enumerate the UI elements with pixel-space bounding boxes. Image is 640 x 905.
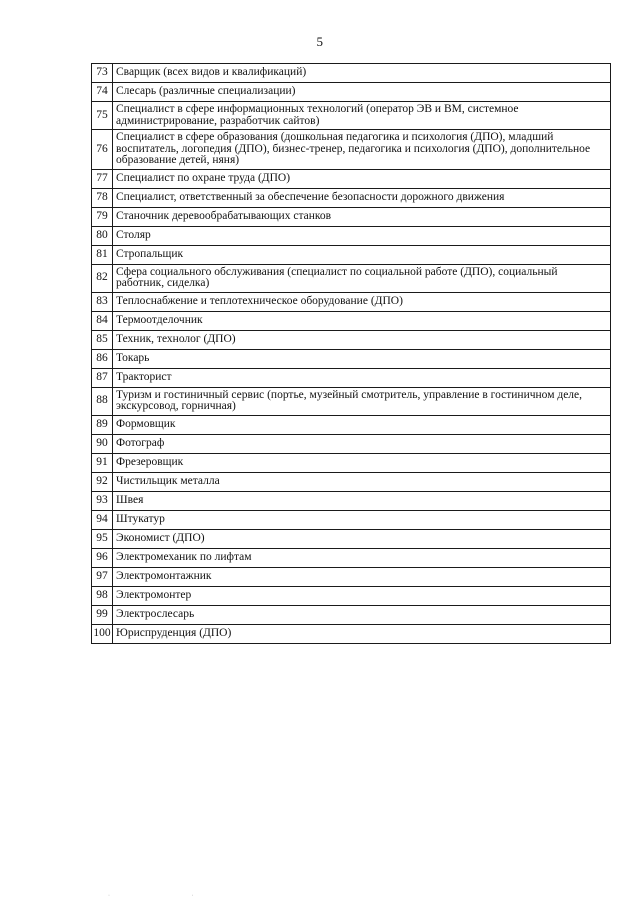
table-row — [92, 510, 611, 529]
row-number: 100 — [92, 624, 113, 643]
row-number: 76 — [92, 130, 113, 170]
row-number: 95 — [92, 529, 113, 548]
row-number: 92 — [92, 472, 113, 491]
occupation-title: Стропальщик — [113, 245, 611, 264]
table-row — [92, 64, 611, 83]
table-row — [92, 226, 611, 245]
table-row — [92, 349, 611, 368]
occupation-title: Электромонтажник — [113, 567, 611, 586]
occupation-title: Фрезеровщик — [113, 453, 611, 472]
occupation-title: Техник, технолог (ДПО) — [113, 330, 611, 349]
table-row — [92, 387, 611, 415]
row-number: 82 — [92, 264, 113, 292]
occupation-title: Сварщик (всех видов и квалификаций) — [113, 64, 611, 83]
row-number: 88 — [92, 387, 113, 415]
table-row — [92, 169, 611, 188]
row-number: 90 — [92, 434, 113, 453]
occupations-table-body — [92, 64, 611, 644]
occupation-title: Чистильщик металла — [113, 472, 611, 491]
table-row — [92, 567, 611, 586]
occupation-title: Электрослесарь — [113, 605, 611, 624]
table-row — [92, 130, 611, 170]
row-number: 86 — [92, 349, 113, 368]
row-number: 94 — [92, 510, 113, 529]
row-number: 97 — [92, 567, 113, 586]
row-number: 75 — [92, 102, 113, 130]
row-number: 73 — [92, 64, 113, 83]
occupation-title: Формовщик — [113, 415, 611, 434]
table-row — [92, 292, 611, 311]
row-number: 83 — [92, 292, 113, 311]
table-row — [92, 586, 611, 605]
table-row — [92, 605, 611, 624]
occupation-title: Туризм и гостиничный сервис (портье, музейный смотритель, управление в гостиничном деле, экскурсовод, горничная) — [113, 387, 611, 415]
table-row — [92, 264, 611, 292]
occupation-title: Сфера социального обслуживания (специалист по социальной работе (ДПО), социальный работник, сиделка) — [113, 264, 611, 292]
occupation-title: Слесарь (различные специализации) — [113, 83, 611, 102]
row-number: 98 — [92, 586, 113, 605]
row-number: 80 — [92, 226, 113, 245]
table-row — [92, 453, 611, 472]
occupation-title: Электромонтер — [113, 586, 611, 605]
occupation-title: Термоотделочник — [113, 311, 611, 330]
occupation-title: Штукатур — [113, 510, 611, 529]
row-number: 96 — [92, 548, 113, 567]
occupation-title: Станочник деревообрабатывающих станков — [113, 207, 611, 226]
table-row — [92, 415, 611, 434]
table-row — [92, 102, 611, 130]
occupation-title: Специалист в сфере информационных технологий (оператор ЭВ и ВМ, системное администрирование, разработчик сайтов) — [113, 102, 611, 130]
table-row — [92, 491, 611, 510]
occupations-table — [91, 63, 611, 644]
occupation-title: Электромеханик по лифтам — [113, 548, 611, 567]
table-row — [92, 330, 611, 349]
occupation-title: Теплоснабжение и теплотехническое оборудование (ДПО) — [113, 292, 611, 311]
table-row — [92, 472, 611, 491]
row-number: 84 — [92, 311, 113, 330]
row-number: 78 — [92, 188, 113, 207]
row-number: 99 — [92, 605, 113, 624]
scan-marks: · · — [108, 893, 234, 899]
occupation-title: Токарь — [113, 349, 611, 368]
occupation-title: Юриспруденция (ДПО) — [113, 624, 611, 643]
row-number: 81 — [92, 245, 113, 264]
row-number: 77 — [92, 169, 113, 188]
row-number: 85 — [92, 330, 113, 349]
row-number: 89 — [92, 415, 113, 434]
table-row — [92, 624, 611, 643]
table-row — [92, 311, 611, 330]
row-number: 93 — [92, 491, 113, 510]
occupation-title: Столяр — [113, 226, 611, 245]
occupation-title: Специалист, ответственный за обеспечение безопасности дорожного движения — [113, 188, 611, 207]
row-number: 79 — [92, 207, 113, 226]
occupation-title: Швея — [113, 491, 611, 510]
occupation-title: Специалист по охране труда (ДПО) — [113, 169, 611, 188]
occupation-title: Специалист в сфере образования (дошкольная педагогика и психология (ДПО), младший воспитатель, логопедия (ДПО), бизнес-тренер, педагогика и психология (ДПО), дополнительное образование детей, няня) — [113, 130, 611, 170]
table-row — [92, 207, 611, 226]
table-row — [92, 368, 611, 387]
row-number: 91 — [92, 453, 113, 472]
table-row — [92, 83, 611, 102]
table-row — [92, 529, 611, 548]
table-row — [92, 245, 611, 264]
page-number: 5 — [316, 34, 324, 49]
table-row — [92, 548, 611, 567]
table-row — [92, 434, 611, 453]
row-number: 74 — [92, 83, 113, 102]
occupation-title: Фотограф — [113, 434, 611, 453]
occupation-title: Тракторист — [113, 368, 611, 387]
row-number: 87 — [92, 368, 113, 387]
occupation-title: Экономист (ДПО) — [113, 529, 611, 548]
table-row — [92, 188, 611, 207]
